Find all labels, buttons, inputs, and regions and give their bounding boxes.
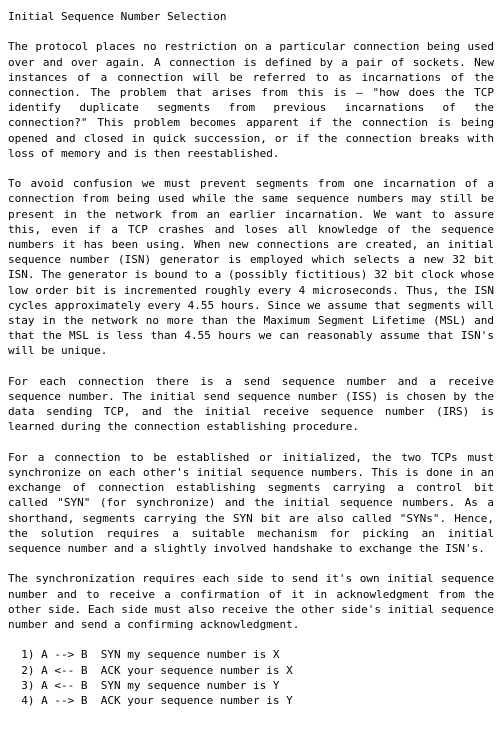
handshake-step-2: 2) A <-- B ACK your sequence number is X: [8, 663, 293, 677]
paragraph-connection-reuse: The protocol places no restriction on a particular connection being used over and over again. A connection is defined by a pair of sockets. New instances of a connection will be referred to as incarnations of the connection. The problem that arises from this is — "how does the TCP identify duplicate segments from previous incarnations of the connection?" This problem becomes apparent if the connection is being opened and closed in quick succession, or if the connection breaks with loss of memory and is then reestablished.: [8, 40, 494, 160]
handshake-step-1: 1) A --> B SYN my sequence number is X: [8, 648, 280, 662]
handshake-steps-list: [8, 647, 494, 708]
paragraph-handshake-requirement: The synchronization requires each side to send it's own initial sequence number and to receive a confirmation of it in acknowledgment from the other side. Each side must also receive the other side's initial sequence number and send a confirming acknowledgment.: [8, 572, 494, 632]
document-title: Initial Sequence Number Selection: [8, 10, 227, 23]
document-body: [8, 9, 494, 708]
handshake-step-4: 4) A --> B ACK your sequence number is Y: [8, 694, 293, 708]
paragraph-send-receive-sequence: For each connection there is a send sequence number and a receive sequence number. The initial send sequence number (ISS) is chosen by the data sending TCP, and the initial receive sequence number (IRS) is learned during the connection establishing procedure.: [8, 374, 494, 434]
handshake-step-3: 3) A <-- B SYN my sequence number is Y: [8, 678, 280, 692]
paragraph-isn-generator: To avoid confusion we must prevent segments from one incarnation of a connection from being used while the same sequence numbers may still be present in the network from an earlier incarnation. We want to assure this, even if a TCP crashes and loses all knowledge of the sequence numbers it has been using. When new connections are created, an initial sequence number (ISN) generator is employed which selects a new 32 bit ISN. The generator is bound to a (possibly fictitious) 32 bit clock whose low order bit is incremented roughly every 4 microseconds. Thus, the ISN cycles approximately every 4.55 hours. Since we assume that segments will stay in the network no more than the Maximum Segment Lifetime (MSL) and that the MSL is less than 4.55 hours we can reasonably assume that ISN's will be unique.: [8, 177, 494, 358]
paragraph-synchronization-syn: For a connection to be established or initialized, the two TCPs must synchronize on each other's initial sequence numbers. This is done in an exchange of connection establishing segments carrying a control bit called "SYN" (for synchronize) and the initial sequence numbers. As a shorthand, segments carrying the SYN bit are also called "SYNs". Hence, the solution requires a suitable mechanism for picking an initial sequence number and a slightly involved handshake to exchange the ISN's.: [8, 450, 494, 556]
